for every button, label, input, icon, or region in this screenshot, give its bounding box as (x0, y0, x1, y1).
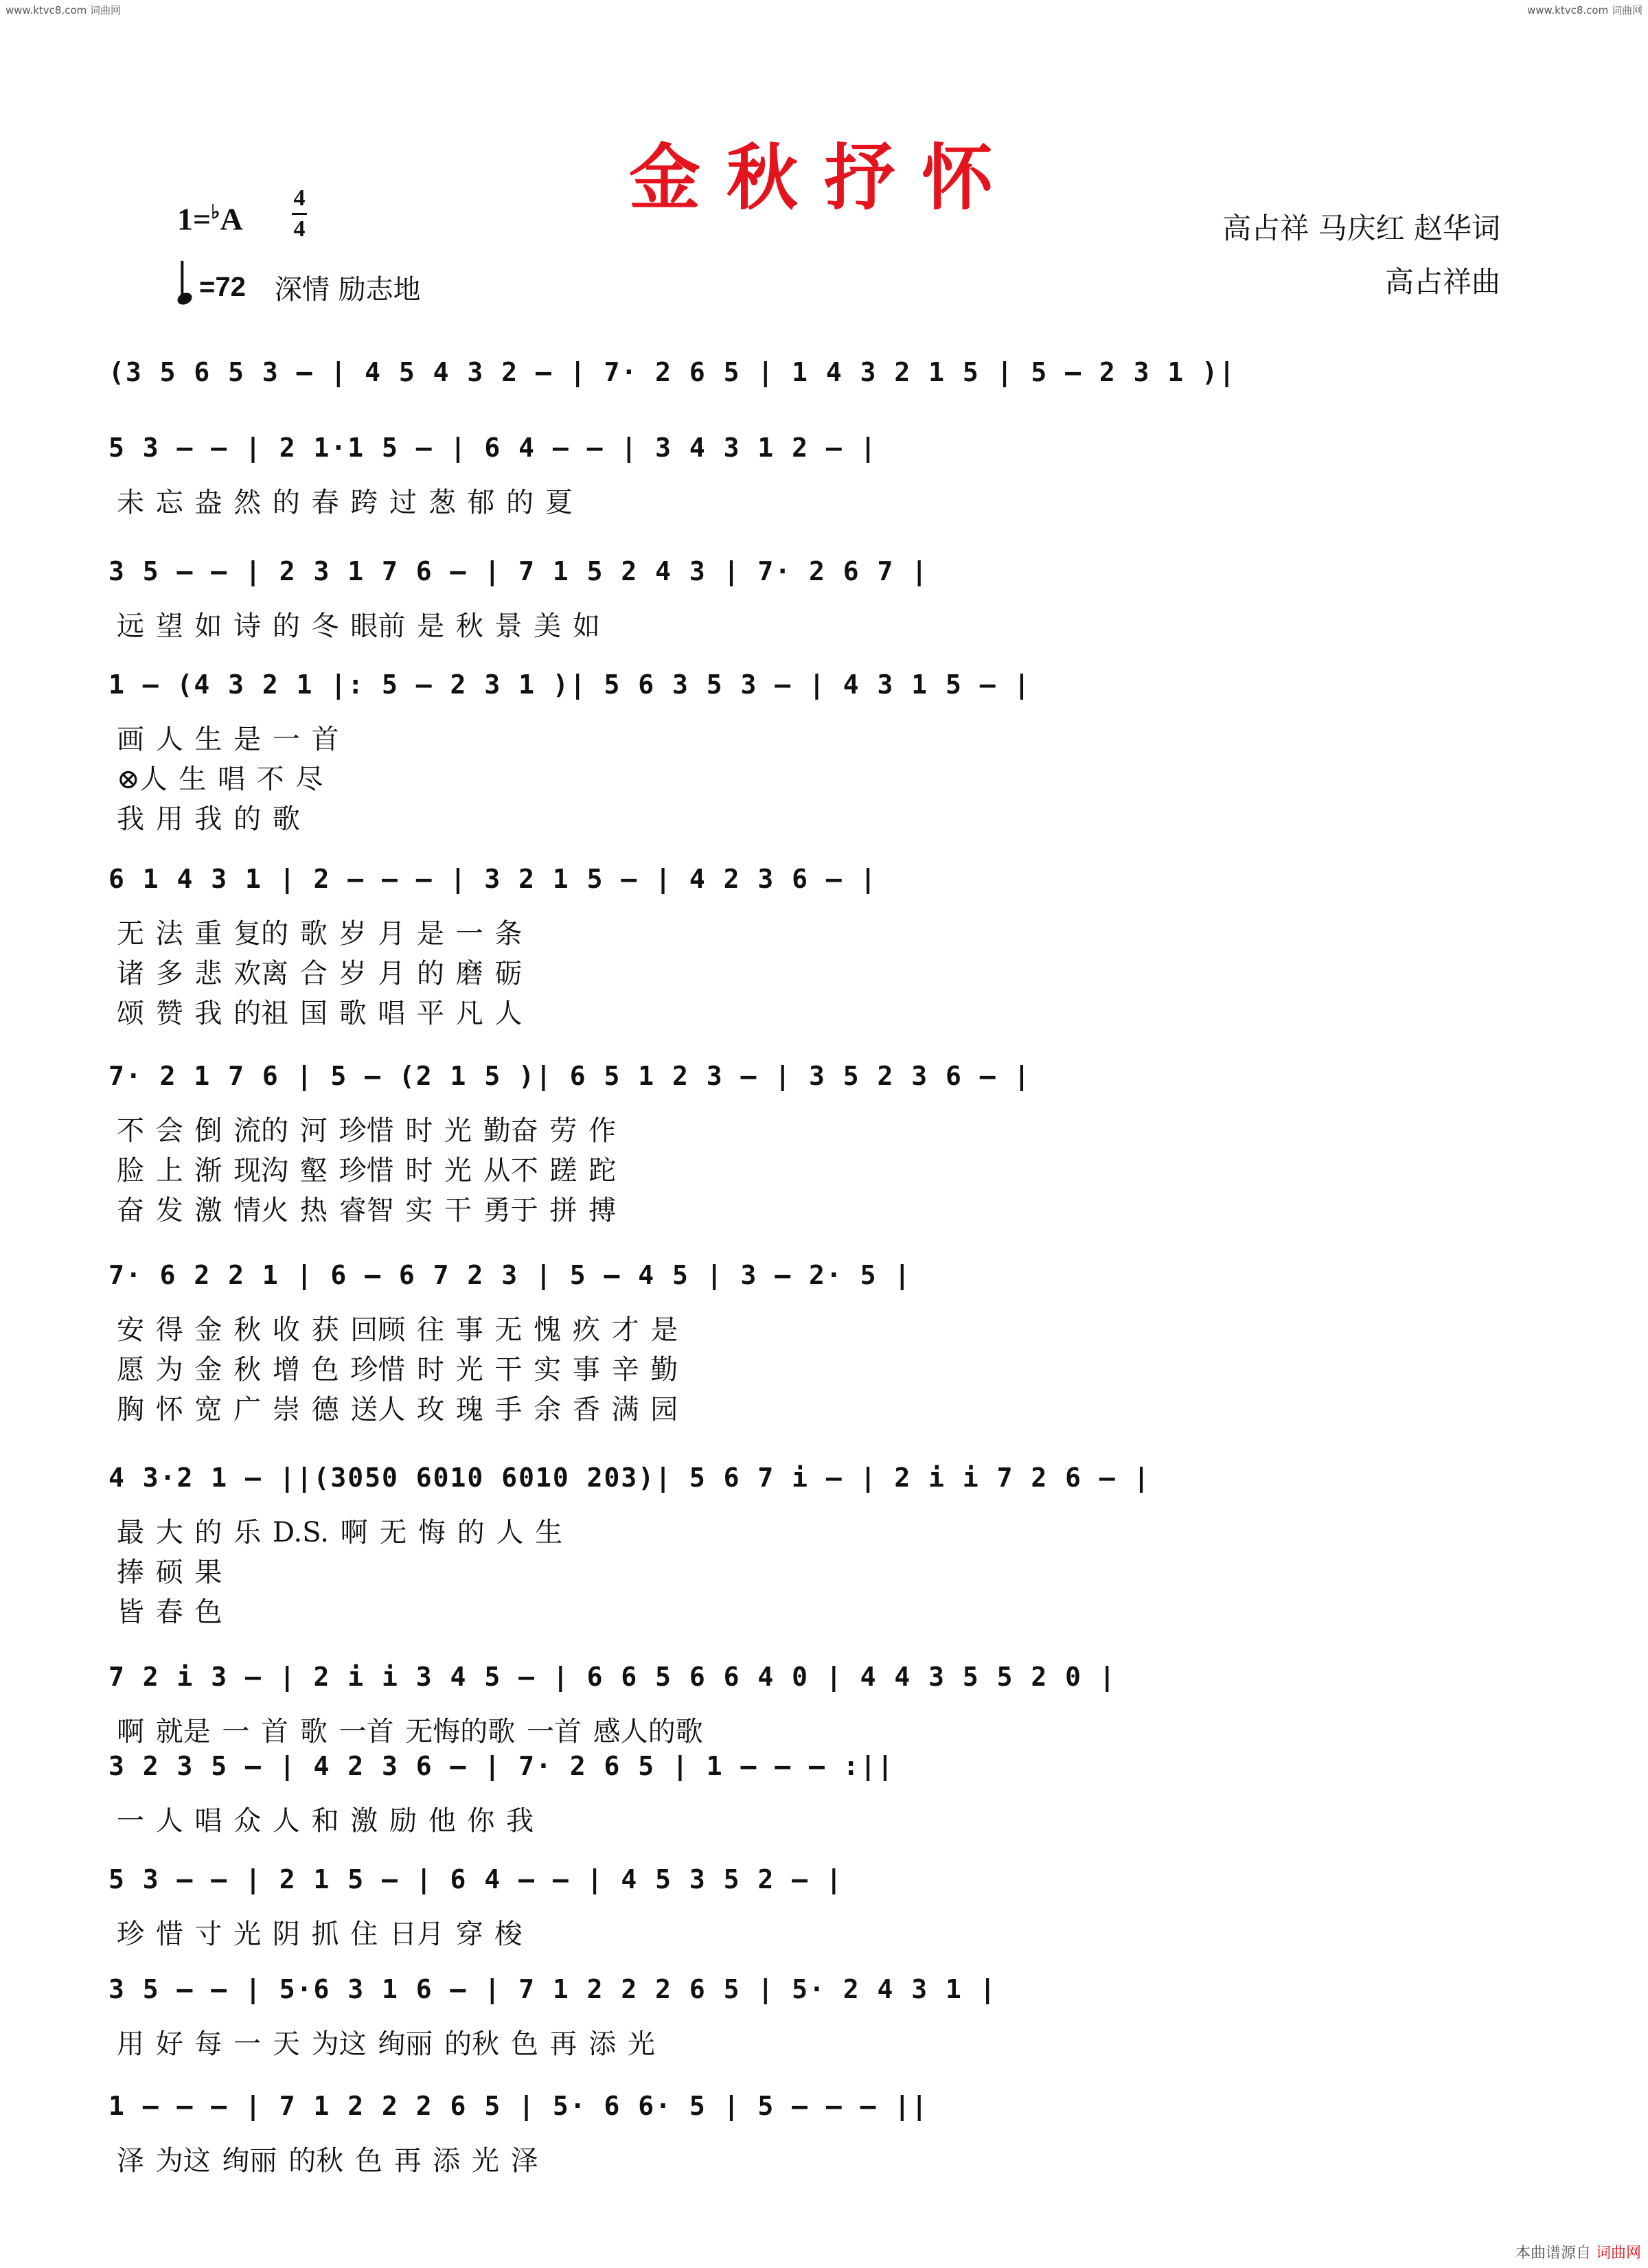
lyric-line: 皆 春 色 (117, 1596, 222, 1628)
lyric-line: 安 得 金 秋 收 获 回顾 往 事 无 愧 疚 才 是 (117, 1314, 678, 1346)
meter-top: 4 (293, 185, 306, 211)
notation-line: 3 2 3 5 – | 4 2 3 6 – | 7· 2 6 5 | 1 – – – :|| (108, 1751, 895, 1781)
notation-line: 1 – – – | 7 1 2 2 2 6 5 | 5· 6 6· 5 | 5 – – – || (108, 2091, 929, 2121)
lyric-line: 愿 为 金 秋 增 色 珍惜 时 光 干 实 事 辛 勤 (117, 1354, 678, 1386)
notation-line: 5 3 – – | 2 1 5 – | 6 4 – – | 4 5 3 5 2 – | (108, 1864, 843, 1894)
lyric-line: 一 人 唱 众 人 和 激 励 他 你 我 (117, 1805, 534, 1837)
watermark-top-right: www.ktvc8.com 词曲网 (1526, 4, 1643, 16)
notation-line: 6 1 4 3 1 | 2 – – – | 3 2 1 5 – | 4 2 3 6 – | (108, 864, 878, 894)
notation-line: 7· 2 1 7 6 | 5 – (2 1 5 )| 6 5 1 2 3 – | 3 5 2 3 6 – | (108, 1061, 1031, 1091)
lyric-line: 诸 多 悲 欢离 合 岁 月 的 磨 砺 (117, 958, 523, 989)
key-note: A (220, 201, 243, 237)
lyric-line: 珍 惜 寸 光 阴 抓 住 日月 穿 梭 (117, 1918, 523, 1950)
lyric-line: 远 望 如 诗 的 冬 眼前 是 秋 景 美 如 (117, 610, 600, 642)
expression-mark: 深情 励志地 (274, 274, 421, 306)
watermark-site-name: 词曲网 (1595, 2245, 1641, 2262)
lyric-line: 我 用 我 的 歌 (117, 803, 300, 835)
notation-line: 7 2 i 3 – | 2 i i 3 4 5 – | 6 6 5 6 6 4 0 | 4 4 3 5 5 2 0 | (108, 1662, 1117, 1692)
lyric-line: 用 好 每 一 天 为这 绚丽 的秋 色 再 添 光 (117, 2028, 655, 2060)
composer-credit: 高占祥曲 (1384, 265, 1500, 299)
notation-line: (3 5 6 5 3 – | 4 5 4 3 2 – | 7· 2 6 5 | 1 4 3 2 1 5 | 5 – 2 3 1 )| (108, 357, 1236, 387)
lyric-line: 奋 发 激 情火 热 睿智 实 干 勇于 拼 搏 (117, 1195, 617, 1226)
lyric-line: 画 人 生 是 一 首 (117, 724, 339, 755)
tempo-value: =72 (199, 272, 246, 302)
lyric-line: 脸 上 渐 现沟 壑 珍惜 时 光 从不 蹉 跎 (117, 1155, 617, 1187)
notation-line: 3 5 – – | 2 3 1 7 6 – | 7 1 5 2 4 3 | 7· 2 6 7 | (108, 556, 929, 586)
notation-line: 1 – (4 3 2 1 |: 5 – 2 3 1 )| 5 6 3 5 3 – | 4 3 1 5 – | (108, 669, 1031, 700)
meter-bottom: 4 (293, 216, 306, 242)
lyric-line: 捧 硕 果 (117, 1557, 222, 1588)
song-title: 金秋抒怀 (628, 135, 1019, 220)
key-prefix: 1= (177, 201, 211, 237)
lyric-line: 最 大 的 乐 D.S. 啊 无 悔 的 人 生 (117, 1517, 563, 1548)
lyric-line: 不 会 倒 流的 河 珍惜 时 光 勤奋 劳 作 (117, 1115, 617, 1147)
lyric-line: 无 法 重 复的 歌 岁 月 是 一 条 (117, 918, 523, 950)
lyric-line: ⊗人 生 唱 不 尽 (117, 764, 323, 795)
lyric-line: 胸 怀 宽 广 崇 德 送人 玫 瑰 手 余 香 满 园 (117, 1394, 678, 1425)
lyricist-credit: 高占祥 马庆红 赵华词 (1222, 211, 1500, 245)
watermark-top-left: www.ktvc8.com 词曲网 (5, 4, 122, 16)
notation-line: 5 3 – – | 2 1·1 5 – | 6 4 – – | 3 4 3 1 2 – | (108, 433, 878, 463)
lyric-line: 未 忘 盎 然 的 春 跨 过 葱 郁 的 夏 (117, 487, 573, 518)
lyric-line: 颂 赞 我 的祖 国 歌 唱 平 凡 人 (117, 998, 523, 1029)
notation-line: 3 5 – – | 5·6 3 1 6 – | 7 1 2 2 2 6 5 | 5· 2 4 3 1 | (108, 1974, 997, 2004)
notation-line: 7· 6 2 2 1 | 6 – 6 7 2 3 | 5 – 4 5 | 3 – 2· 5 | (108, 1260, 912, 1290)
notation-line: 4 3·2 1 – ||(3050 6010 6010 203)| 5 6 7 i – | 2 i i 7 2 6 – | (108, 1463, 1151, 1493)
lyric-line: 泽 为这 绚丽 的秋 色 再 添 光 泽 (117, 2145, 538, 2177)
watermark-source-text: 本曲谱源自 (1515, 2245, 1591, 2262)
lyric-line: 啊 就是 一 首 歌 一首 无悔的歌 一首 感人的歌 (117, 1716, 703, 1748)
flat-icon: ♭ (211, 202, 220, 223)
